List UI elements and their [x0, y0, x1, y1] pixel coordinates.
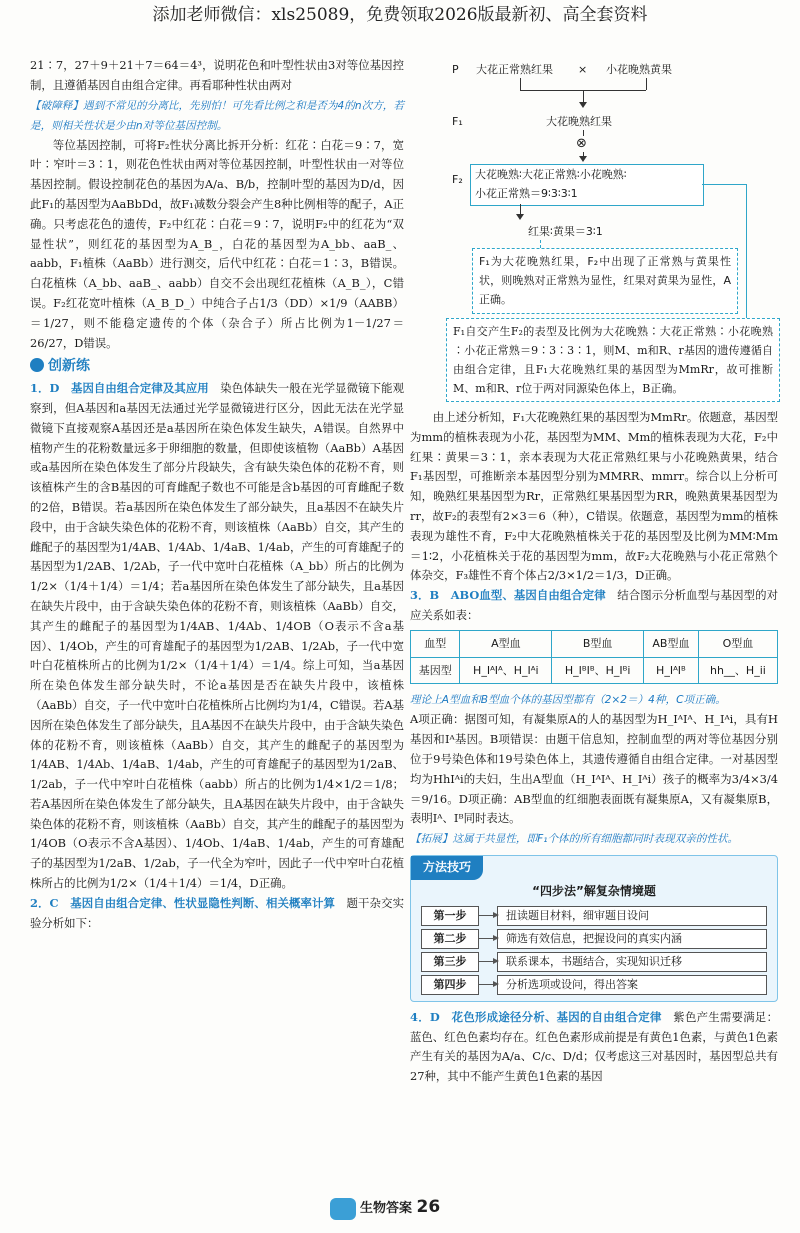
p-label: P	[452, 63, 459, 76]
footer-label: 生物答案	[360, 1201, 413, 1216]
top-banner: 添加老师微信：xls25089，免费领取2026版最新初、高全套资料	[152, 5, 648, 25]
page-footer	[330, 1197, 480, 1223]
handwritten-note: 理论上A型血和B型血个体的基因型都有（2×2＝）4种，C项正确。	[410, 694, 726, 707]
table-cell: AB型血	[644, 630, 699, 657]
question-title: 3．B ABO血型、基因自由组合定律	[410, 588, 606, 603]
question-4	[410, 1008, 778, 1087]
tips-header: 方法技巧	[411, 856, 483, 880]
handwritten-note: 【破障释】遇到不常见的分离比，先别怕！可先看比例之和是否为4的n次方，若是，则相关性状是少由n对等位基因控制。	[30, 99, 404, 132]
step-label: 第一步	[421, 906, 479, 926]
table-cell: H_IᴮIᴮ、H_Iᴮi	[552, 657, 644, 684]
cross-diagram	[410, 56, 778, 318]
f2-label: F₂	[452, 173, 463, 186]
section-heading: 创新练	[30, 357, 404, 377]
step-row	[421, 975, 767, 995]
step-row	[421, 929, 767, 949]
step-row	[421, 952, 767, 972]
step-label: 第四步	[421, 975, 479, 995]
step-label: 第二步	[421, 929, 479, 949]
right-column	[410, 56, 778, 1087]
table-cell: hh__、H_ii	[698, 657, 777, 684]
tips-title: “四步法”解复杂情境题	[532, 883, 656, 898]
table-cell: H_IᴬIᴬ、H_Iᴬi	[460, 657, 552, 684]
step-label: 第三步	[421, 952, 479, 972]
left-column	[30, 56, 404, 933]
f1-phenotype: 大花晚熟红果	[546, 115, 612, 128]
paragraph: 由上述分析知，F₁大花晚熟红果的基因型为MmRr。依题意，基因型为mm的植株表现为小花，基因型为MM、Mm的植株表现为大花，F₂中红果∶黄果＝3∶1，亲本表现为大花正常熟红果与小花晚熟黄果，结合F₁基因型，可推断亲本基因型分别为MMRR、mmrr。综合以上分析可知，晚熟红果基因型为Rr，正常熟红果基因型为RR，晚熟黄果基因型为rr，故F₂的表型有2×3＝6（种），C错误。依题意，基因型为mm的植株表现为雄性不育，F₂中大花晚熟植株关于花的基因型及比例为MM∶Mm＝1∶2，小花植株关于花的基因型为mm，故F₂大花晚熟与小花正常熟个体杂交，F₃雄性不育个体占2/3×1/2＝1/3，D正确。	[410, 410, 778, 583]
handwritten-note: 【拓展】这属于共显性，即F₁个体的所有细胞都同时表现双亲的性状。	[410, 833, 739, 846]
table-header-row	[411, 630, 778, 657]
step-text: 筛选有效信息，把握设问的真实内涵	[497, 929, 767, 949]
p-left: 大花正常熟红果	[476, 63, 553, 76]
question-body: 紫色产生需要满足：蓝色、红色色素均存在。红色色素形成前提是有黄色1色素，与黄色1色素产生有关的基因为A/a、C/c、D/d；仅考虑这三对基因时，基因型总共有27种，其中不能产生黄色1色素的基因	[410, 1009, 778, 1084]
question-1	[30, 379, 404, 894]
paragraph: A项正确：据图可知，有凝集原A的人的基因型为H_IᴬIᴬ、H_Iᴬi，具有H基因和Iᴬ基因。B项错误：由题干信息知，控制血型的两对等位基因分别位于9号染色体和19号染色体上，其遗传遵循自由组合定律。一对基因型均为HhIᴬi的夫妇，生出A型血（H_IᴬIᴬ、H_Iᴬi）孩子的概率为3/4×3/4＝9/16。D项正确：AB型血的红细胞表面既有凝集原A，又有凝集原B，表明Iᴬ、Iᴮ同时表达。	[410, 712, 778, 826]
table-cell: 基因型	[411, 657, 460, 684]
book-logo-icon	[330, 1198, 356, 1220]
step-text: 分析选项或设问，得出答案	[497, 975, 767, 995]
selfing-symbol: ⊗	[576, 136, 587, 151]
question-3	[410, 586, 778, 626]
table-cell: 血型	[411, 630, 460, 657]
page-number: 26	[416, 1197, 441, 1217]
step-text: 扭读题目材料，细审题目设问	[497, 906, 767, 926]
paragraph: 等位基因控制，可将F₂性状分离比拆开分析：红花∶白花＝9∶7，宽叶∶窄叶＝3∶1，则花色性状由两对等位基因控制，叶型性状由一对等位基因控制。假设控制花色的基因为A/a、B/b，控制叶型的基因为D/d，因此F₁的基因型为AaBbDd，故F₁减数分裂会产生8种比例相等的配子，A正确。只考虑花色的遗传，F₂中红花∶白花＝9∶7，说明F₂中的红花为“双显性状”，则红花的基因型为A_B_，白花的基因型为A_bb、aaB_、aabb，F₁植株（AaBb）进行测交，后代中红花∶白花＝1∶3，B错误。白花植株（A_bb、aaB_、aabb）自交不会出现红花植株（A_B_），C错误。F₂红花宽叶植株（A_B_D_）中纯合子占1/3（DD）×1/9（AABB）＝1/27，则不能稳定遗传的个体（杂合子）所占比例为1－1/27＝26/27，D错误。	[30, 137, 404, 350]
question-title: 4．D 花色形成途径分析、基因的自由组合定律	[410, 1009, 662, 1024]
table-cell: O型血	[698, 630, 777, 657]
pencil-icon	[30, 358, 44, 372]
cross-symbol: ×	[578, 63, 588, 76]
p-right: 小花晚熟黄果	[606, 63, 672, 76]
table-cell: H_IᴬIᴮ	[644, 657, 699, 684]
question-title: 1．D 基因自由组合定律及其应用	[30, 381, 209, 396]
fruit-ratio: 红果∶黄果＝3∶1	[528, 225, 603, 238]
question-title: 2．C 基因自由组合定律、性状显隐性判断、相关概率计算	[30, 895, 336, 910]
table-cell: A型血	[460, 630, 552, 657]
table-row	[411, 657, 778, 684]
table-cell: B型血	[552, 630, 644, 657]
question-2	[30, 894, 404, 934]
paragraph: 21∶7，27＋9＋21＋7＝64＝4³，说明花色和叶型性状由3对等位基因控制，且遵循基因自由组合定律。再看耶种性状由两对	[30, 58, 404, 92]
step-text: 联系课本，书题结合，实现知识迁移	[497, 952, 767, 972]
question-body: 题干杂交实验分析如下：	[30, 895, 404, 930]
blood-type-table	[410, 630, 778, 685]
analysis-note-2: F₁自交产生F₂的表型及比例为大花晚熟∶大花正常熟∶小花晚熟∶小花正常熟＝9∶3∶3∶1，则M、m和R、r基因的遗传遵循自由组合定律，且F₁大花晚熟红果的基因型为MmRr，故可推断M、m和R、r位于两对同源染色体上，B正确。	[446, 318, 780, 402]
f1-label: F₁	[452, 115, 463, 128]
step-row	[421, 906, 767, 926]
method-tips-box	[410, 855, 778, 1002]
analysis-note-1: F₁为大花晚熟红果，F₂中出现了正常熟与黄果性状，则晚熟对正常熟为显性，红果对黄果为显性，A正确。	[472, 248, 738, 314]
question-body: 结合图示分析血型与基因型的对应关系如表：	[410, 588, 778, 622]
f2-box: 大花晚熟∶大花正常熟∶小花晚熟∶ 小花正常熟＝9∶3∶3∶1	[470, 164, 704, 206]
question-body: 染色体缺失一般在光学显微镜下能观察到，但A基因和a基因无法通过光学显微镜进行区分，因此无法在光学显微镜下直接观察A基因还是a基因所在染色体发生缺失，A错误。自然界中植物产生的花粉数量远多于卵细胞的数量，但即使该植物（AaBb）A基因或a基因所在染色体发生了部分片段缺失，含有缺失染色体的花粉不育，则该植株产生的含B基因的可育雌配子数也不可能是含b基因的可育雌配子数的2倍，B错误。若a基因所在染色体发生了部分缺失，且a基因不在缺失片段中，由于含缺失染色体的花粉不育，则该植株（AaBb）自交，其产生的雌配子的基因型为1/4AB、1/4Ab、1/4aB、1/4ab，产生的可育雄配子的基因型为1/2AB、1/2Ab，子一代中宽叶白花植株（A_bb）所占的比例为1/2×（1/4＋1/4）＝1/4；若a基因所在染色体发生了部分缺失，且a基因在缺失片段中，由于含缺失染色体的花粉不育，则该植株（AaBb）自交，其产生的雌配子的基因型为1/4AB、1/4Ab、1/4OB（O表示不含a基因）、1/4Ob，产生的可育雄配子的基因型为1/2AB、1/2Ab，子一代中宽叶白花植株所占的比例为1/2×（1/4＋1/4）＝1/4。综上可知，当a基因所在染色体发生部分缺失时，不论a基因是否在缺失片段中，该植株（AaBb）自交，子一代中宽叶白花植株所占比例均为1/4，C错误。若A基因所在染色体发生了部分缺失，且A基因不在缺失片段中，由于含缺失染色体的花粉不育，则该植株（AaBb）自交，其产生的雌配子的基因型为1/4AB、1/4Ab、1/4aB、1/4ab，产生的可育雄配子的基因型为1/2aB、1/2ab，子一代中窄叶白花植株（aabb）所占的比例为1/4×1/2＝1/8；若A基因所在染色体发生了部分缺失，且A基因在缺失片段中，由于含缺失染色体的花粉不育，则该植株（AaBb）自交，其产生的雌配子的基因型为1/4OB（O表示不含A基因）、1/4Ob、1/4aB、1/4ab，产生的可育雄配子的基因型为1/2aB、1/2ab，子一代全为窄叶，因此子一代中窄叶白花植株所占的比例为1/2×（1/4＋1/4）＝1/4，D正确。	[30, 381, 404, 891]
